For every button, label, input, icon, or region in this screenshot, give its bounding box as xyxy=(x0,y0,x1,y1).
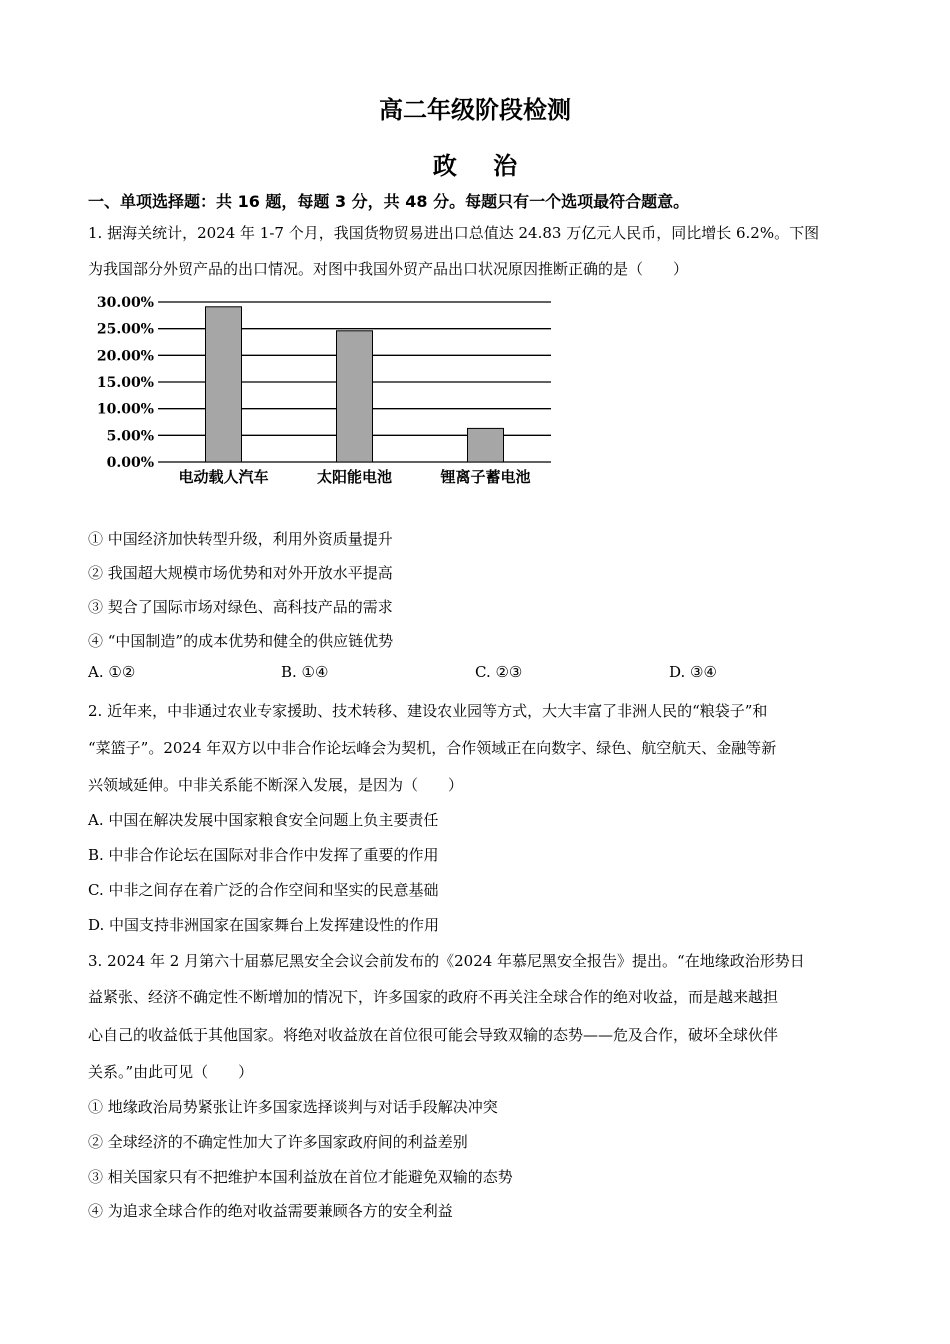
q3-item-3: ③ 相关国家只有不把维护本国利益放在首位才能避免双输的态势 xyxy=(88,1168,513,1186)
q1-option-a[interactable]: A. ①② xyxy=(88,663,136,681)
q3-stem-line-4: 关系。”由此可见（ ） xyxy=(88,1063,254,1081)
q2-option-d[interactable]: D. 中国支持非洲国家在国家舞台上发挥建设性的作用 xyxy=(88,916,440,934)
x-category-label: 电动载人汽车 xyxy=(178,468,269,486)
q1-stem-line-2: 为我国部分外贸产品的出口情况。对图中我国外贸产品出口状况原因推断正确的是（ ） xyxy=(88,260,689,278)
y-tick-label: 15.00% xyxy=(96,375,154,391)
q2-option-b[interactable]: B. 中非合作论坛在国际对非合作中发挥了重要的作用 xyxy=(88,846,439,864)
q2-stem-line-2: “菜篮子”。2024 年双方以中非合作论坛峰会为契机，合作领域正在向数字、绿色、航空航天、金融等新 xyxy=(88,739,777,757)
y-tick-label: 5.00% xyxy=(106,428,154,445)
q3-stem-line-3: 心自己的收益低于其他国家。将绝对收益放在首位很可能会导致双输的态势——危及合作，破坏全球伙伴 xyxy=(88,1026,779,1044)
exam-title: 高二年级阶段检测 xyxy=(379,96,571,124)
bar xyxy=(337,331,373,462)
q3-stem-line-1: 3. 2024 年 2 月第六十届慕尼黑安全会议会前发布的《2024 年慕尼黑安全报告》提出。“在地缘政治形势日 xyxy=(88,952,805,970)
x-category-label: 太阳能电池 xyxy=(316,468,393,486)
q3-item-4: ④ 为追求全球合作的绝对收益需要兼顾各方的安全利益 xyxy=(88,1202,453,1220)
q2-stem-line-1: 2. 近年来，中非通过农业专家援助、技术转移、建设农业园等方式，大大丰富了非洲人民的“粮袋子”和 xyxy=(88,702,768,720)
section-heading: 一、单项选择题：共 16 题，每题 3 分，共 48 分。每题只有一个选项最符合题意。 xyxy=(88,192,690,211)
y-tick-label: 0.00% xyxy=(106,455,154,471)
bar xyxy=(206,307,242,462)
q3-item-1: ① 地缘政治局势紧张让许多国家选择谈判与对话手段解决冲突 xyxy=(88,1098,498,1116)
q1-option-b[interactable]: B. ①④ xyxy=(281,663,329,681)
y-tick-label: 10.00% xyxy=(96,401,154,418)
q2-option-c[interactable]: C. 中非之间存在着广泛的合作空间和坚实的民意基础 xyxy=(88,881,439,899)
y-tick-label: 25.00% xyxy=(96,321,154,338)
q1-item-3: ③ 契合了国际市场对绿色、高科技产品的需求 xyxy=(88,598,393,616)
q1-item-4: ④ “中国制造”的成本优势和健全的供应链优势 xyxy=(88,632,394,650)
y-tick-label: 20.00% xyxy=(96,348,154,365)
q3-item-2: ② 全球经济的不确定性加大了许多国家政府间的利益差别 xyxy=(88,1133,468,1151)
bar xyxy=(468,428,504,462)
x-category-label: 锂离子蓄电池 xyxy=(440,468,531,486)
q1-item-1: ① 中国经济加快转型升级，利用外资质量提升 xyxy=(88,530,393,548)
q2-stem-line-3: 兴领域延伸。中非关系能不断深入发展，是因为（ ） xyxy=(88,776,464,794)
q3-stem-line-2: 益紧张、经济不确定性不断增加的情况下，许多国家的政府不再关注全球合作的绝对收益，而是越来越担 xyxy=(88,988,779,1006)
q1-option-c[interactable]: C. ②③ xyxy=(475,663,523,681)
q1-stem-line-1: 1. 据海关统计，2024 年 1-7 个月，我国货物贸易进出口总值达 24.83 万亿元人民币，同比增长 6.2%。下图 xyxy=(88,224,820,242)
subject-title: 政 治 xyxy=(432,152,532,180)
q1-item-2: ② 我国超大规模市场优势和对外开放水平提高 xyxy=(88,564,393,582)
export-bar-chart xyxy=(88,292,558,492)
q2-option-a[interactable]: A. 中国在解决发展中国家粮食安全问题上负主要责任 xyxy=(88,811,439,829)
q1-option-d[interactable]: D. ③④ xyxy=(669,663,717,681)
y-tick-label: 30.00% xyxy=(96,295,154,311)
